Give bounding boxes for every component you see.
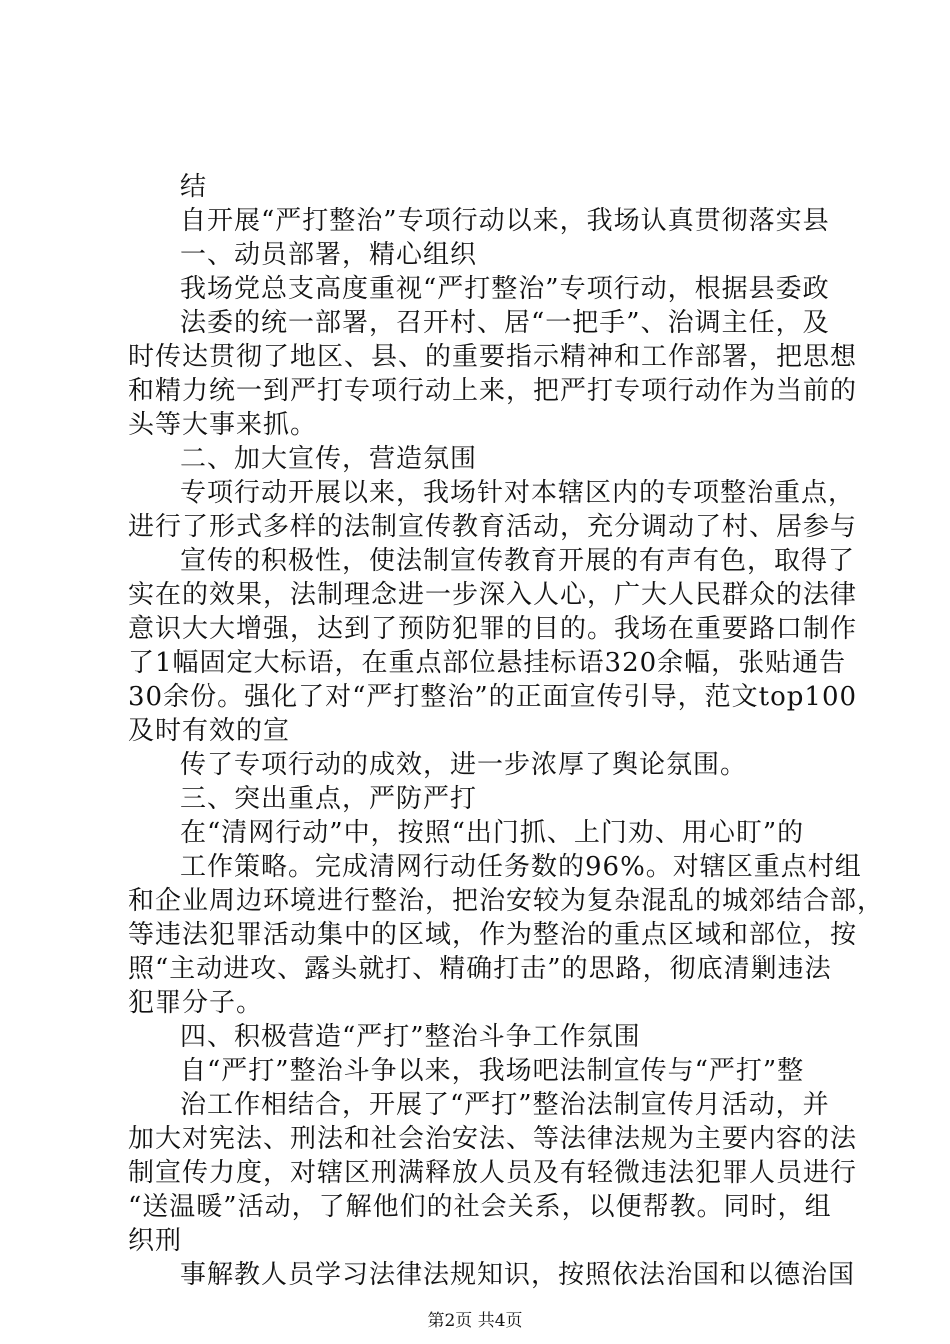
text-line: 法委的统一部署，召开村、居“一把手”、治调主任，及 [180, 308, 830, 338]
text-line: 专项行动开展以来，我场针对本辖区内的专项整治重点， [180, 478, 856, 508]
section-heading: 二、加大宣传，营造氛围 [180, 444, 478, 474]
text-line: 30余份。强化了对“严打整治”的正面宣传引导，范文top100 [128, 682, 858, 712]
text-line: 我场党总支高度重视“严打整治”专项行动，根据县委政 [180, 274, 830, 304]
text-line: 头等大事来抓。 [128, 410, 318, 440]
text-line: 宣传的积极性，使法制宣传教育开展的有声有色，取得了 [180, 546, 856, 576]
text-line: 治工作相结合，开展了“严打”整治法制宣传月活动，并 [180, 1090, 830, 1120]
text-line: 工作策略。完成清网行动任务数的96%。对辖区重点村组 [180, 852, 862, 882]
text-line: 进行了形式多样的法制宣传教育活动，充分调动了村、居参与 [128, 512, 858, 542]
text-line: 制宣传力度，对辖区刑满释放人员及有轻微违法犯罪人员进行 [128, 1158, 858, 1188]
section-heading: 四、积极营造“严打”整治斗争工作氛围 [180, 1022, 641, 1052]
text-line: 在“清网行动”中，按照“出门抓、上门劝、用心盯”的 [180, 818, 805, 848]
text-line: 传了专项行动的成效，进一步浓厚了舆论氛围。 [180, 750, 748, 780]
text-line: 了1幅固定大标语，在重点部位悬挂标语320余幅，张贴通告 [128, 648, 847, 678]
text-line: 照“主动进攻、露头就打、精确打击”的思路，彻底清剿违法 [128, 954, 832, 984]
text-line: 时传达贯彻了地区、县、的重要指示精神和工作部署，把思想 [128, 342, 858, 372]
section-heading: 一、动员部署，精心组织 [180, 240, 478, 270]
text-line: 实在的效果，法制理念进一步深入人心，广大人民群众的法律 [128, 580, 858, 610]
text-line: 自开展“严打整治”专项行动以来，我场认真贯彻落实县 [180, 206, 830, 236]
text-line: 事解教人员学习法律法规知识，按照依法治国和以德治国 [180, 1260, 856, 1290]
text-line: 和精力统一到严打专项行动上来，把严打专项行动作为当前的 [128, 376, 858, 406]
text-line: 等违法犯罪活动集中的区域，作为整治的重点区域和部位，按 [128, 920, 858, 950]
section-heading: 三、突出重点，严防严打 [180, 784, 478, 814]
text-line: “送温暖”活动，了解他们的社会关系，以便帮教。同时，组 [128, 1192, 832, 1222]
text-line: 及时有效的宣 [128, 716, 291, 746]
text-line: 织刑 [128, 1226, 183, 1256]
text-line: 结 [180, 172, 208, 202]
text-line: 意识大大增强，达到了预防犯罪的目的。我场在重要路口制作 [128, 614, 858, 644]
text-line: 自“严打”整治斗争以来，我场吧法制宣传与“严打”整 [180, 1056, 805, 1086]
text-line: 犯罪分子。 [128, 988, 264, 1018]
text-line: 加大对宪法、刑法和社会治安法、等法律法规为主要内容的法 [128, 1124, 858, 1154]
text-line: 和企业周边环境进行整治，把治安较为复杂混乱的城郊结合部， [128, 886, 885, 916]
page-number-footer: 第2页 共4页 [427, 1311, 523, 1331]
